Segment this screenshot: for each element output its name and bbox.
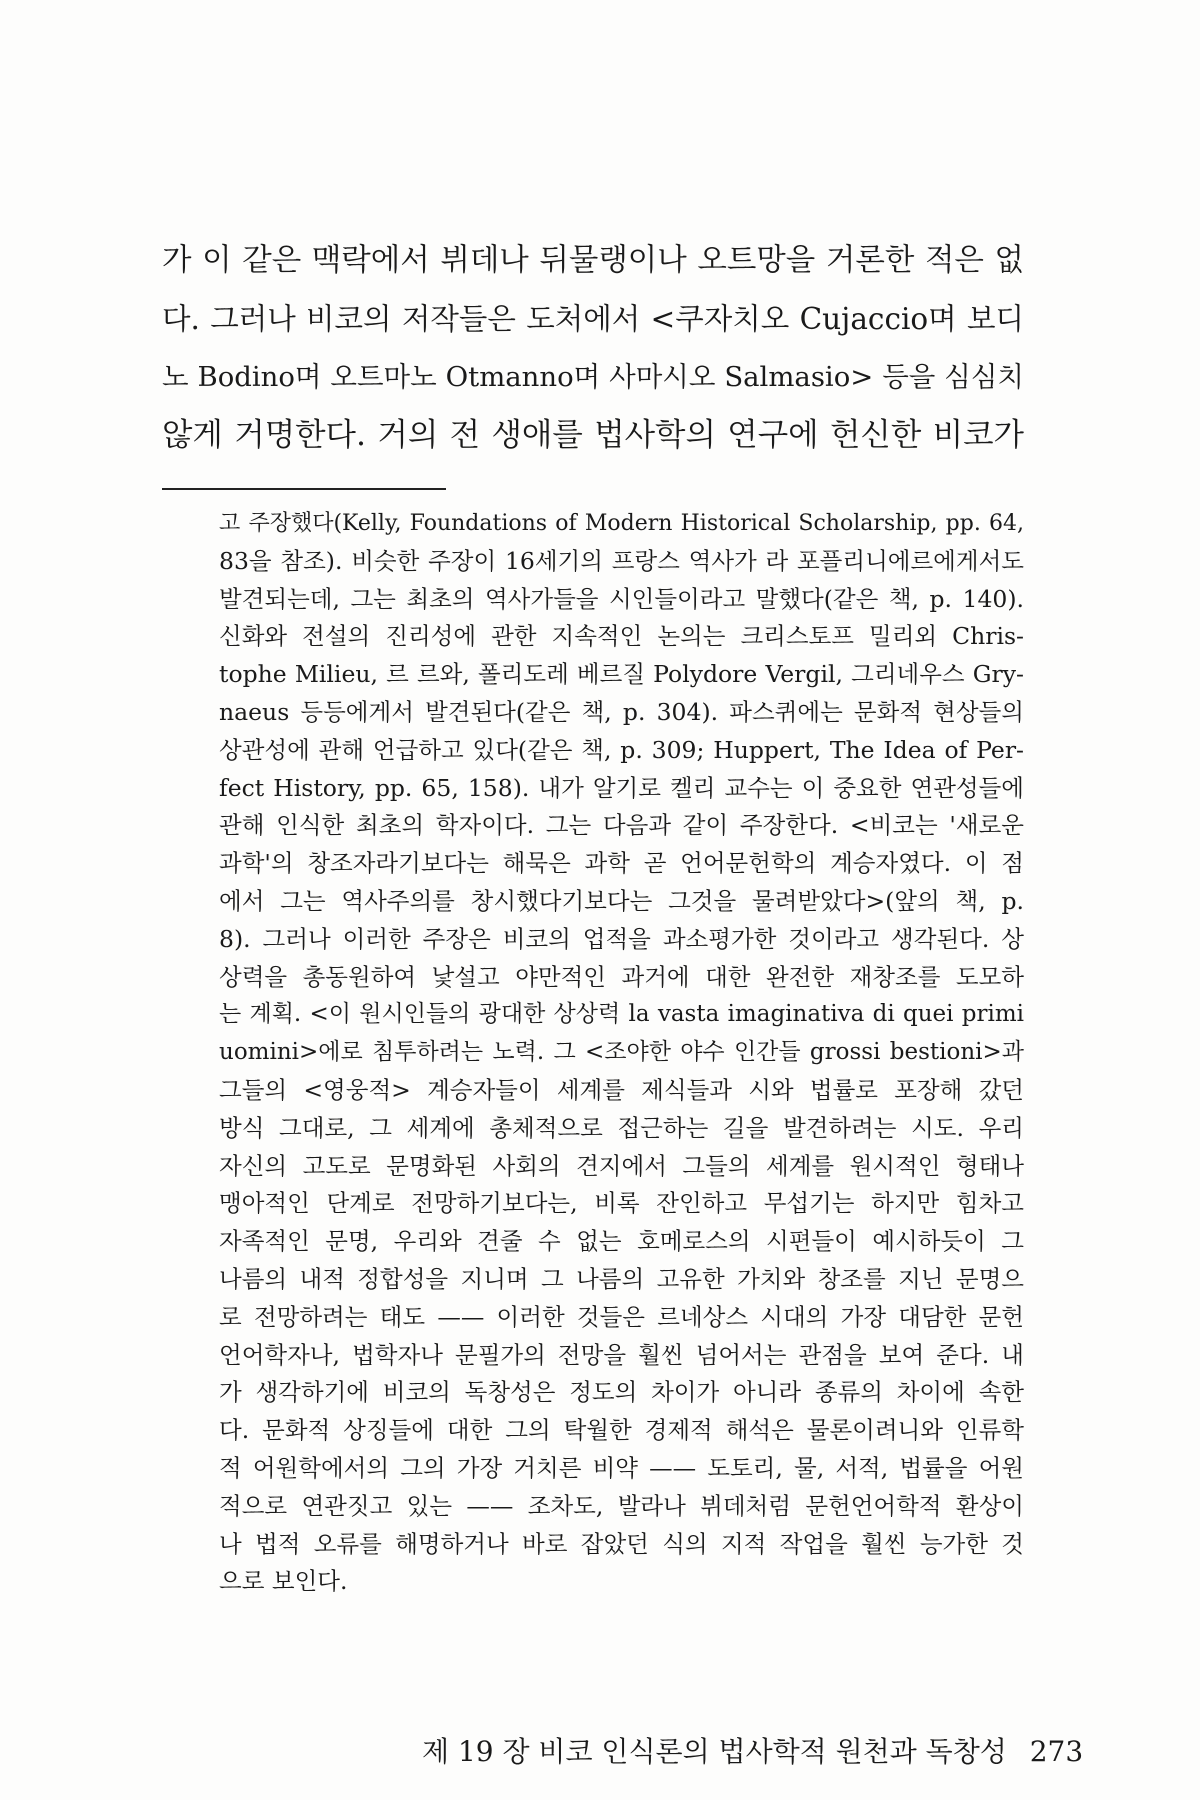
footnote-line: 에서 그는 역사주의를 창시했다기보다는 그것을 물려받았다>(앞의 책, p. (219, 886, 1024, 915)
footnote-line: 8). 그러나 이러한 주장은 비코의 업적을 과소평가한 것이라고 생각된다. 상 (219, 924, 1024, 953)
footnote-line: 신화와 전설의 진리성에 관한 지속적인 논의는 크리스토프 밀리외 Chris- (219, 622, 1024, 651)
footnote-line: 관해 인식한 최초의 학자이다. 그는 다음과 같이 주장한다. <비코는 '새로운 (219, 811, 1024, 840)
body-line: 가 이 같은 맥락에서 뷔데나 뒤물랭이나 오트망을 거론한 적은 없 (162, 243, 1024, 278)
footnote-text (219, 505, 1024, 1601)
footnote-line: 적으로 연관짓고 있는 —— 조차도, 발라나 뷔데처럼 문헌언어학적 환상이 (219, 1491, 1024, 1520)
main-body-text (162, 232, 1024, 464)
footnote-line: 발견되는데, 그는 최초의 역사가들을 시인들이라고 말했다(같은 책, p. 140). (219, 584, 1024, 613)
page-number: 273 (1029, 1735, 1084, 1768)
footnote-line: fect History, pp. 65, 158). 내가 알기로 켈리 교수는 이 중요한 연관성들에 (219, 773, 1024, 802)
footnote-line: naeus 등등에게서 발견된다(같은 책, p. 304). 파스퀴에는 문화적 현상들의 (219, 697, 1024, 726)
footnote-line: 나 법적 오류를 해명하거나 바로 잡았던 식의 지적 작업을 훨씬 능가한 것 (219, 1529, 1024, 1558)
footnote-line: 자신의 고도로 문명화된 사회의 견지에서 그들의 세계를 원시적인 형태나 (219, 1151, 1024, 1180)
footnote-line: 상관성에 관해 언급하고 있다(같은 책, p. 309; Huppert, The Idea of Per- (219, 735, 1024, 764)
body-line: 않게 거명한다. 거의 전 생애를 법사학의 연구에 헌신한 비코가 (162, 417, 1024, 453)
chapter-running-head: 제 19 장 비코 인식론의 법사학적 원천과 독창성 (422, 1735, 1007, 1768)
body-line: 노 Bodino며 오트마노 Otmanno며 사마시오 Salmasio> 등을 심심치 (162, 361, 1024, 393)
footnote-line: 언어학자나, 법학자나 문필가의 전망을 훨씬 넘어서는 관점을 보여 준다. 내 (219, 1340, 1024, 1369)
footnote-line: 그들의 <영웅적> 계승자들이 세계를 제식들과 시와 법률로 포장해 갔던 (219, 1075, 1024, 1104)
footnote-line: 가 생각하기에 비코의 독창성은 정도의 차이가 아니라 종류의 차이에 속한 (219, 1378, 1024, 1407)
footnote-line: 방식 그대로, 그 세계에 총체적으로 접근하는 길을 발견하려는 시도. 우리 (219, 1113, 1024, 1142)
footnote-line: 다. 문화적 상징들에 대한 그의 탁월한 경제적 해석은 물론이려니와 인류학 (219, 1416, 1024, 1445)
footnote-line: 으로 보인다. (219, 1567, 348, 1596)
footnote-line: tophe Milieu, 르 르와, 폴리도레 베르질 Polydore Vergil, 그리네우스 Gry- (219, 660, 1024, 689)
footnote-line: 고 주장했다(Kelly, Foundations of Modern Historical Scholarship, pp. 64, (219, 511, 1024, 536)
footnote-line: 로 전망하려는 태도 —— 이러한 것들은 르네상스 시대의 가장 대담한 문헌 (219, 1302, 1024, 1331)
footnote-separator-rule (162, 488, 446, 490)
footnote-line: 과학'의 창조자라기보다는 해묵은 과학 곧 언어문헌학의 계승자였다. 이 점 (219, 849, 1024, 878)
footnote-line: 83을 참조). 비슷한 주장이 16세기의 프랑스 역사가 라 포플리니에르에게서도 (219, 546, 1024, 575)
footnote-line: 상력을 총동원하여 낯설고 야만적인 과거에 대한 완전한 재창조를 도모하 (219, 962, 1024, 991)
running-footer (422, 1730, 1084, 1770)
footnote-line: 는 계획. <이 원시인들의 광대한 상상력 la vasta imaginativa di quei primi (219, 1001, 1024, 1028)
footnote-line: 나름의 내적 정합성을 지니며 그 나름의 고유한 가치와 창조를 지닌 문명으 (219, 1264, 1024, 1293)
footnote-line: 자족적인 문명, 우리와 견줄 수 없는 호메로스의 시편들이 예시하듯이 그 (219, 1227, 1024, 1256)
body-line: 다. 그러나 비코의 저작들은 도처에서 <쿠자치오 Cujaccio며 보디 (162, 302, 1024, 336)
footnote-line: 맹아적인 단계로 전망하기보다는, 비록 잔인하고 무섭기는 하지만 힘차고 (219, 1189, 1024, 1218)
footnote-line: 적 어원학에서의 그의 가장 거치른 비약 —— 도토리, 물, 서적, 법률을 어원 (219, 1453, 1024, 1482)
footnote-line: uomini>에로 침투하려는 노력. 그 <조야한 야수 인간들 grossi bestioni>과 (219, 1039, 1024, 1066)
